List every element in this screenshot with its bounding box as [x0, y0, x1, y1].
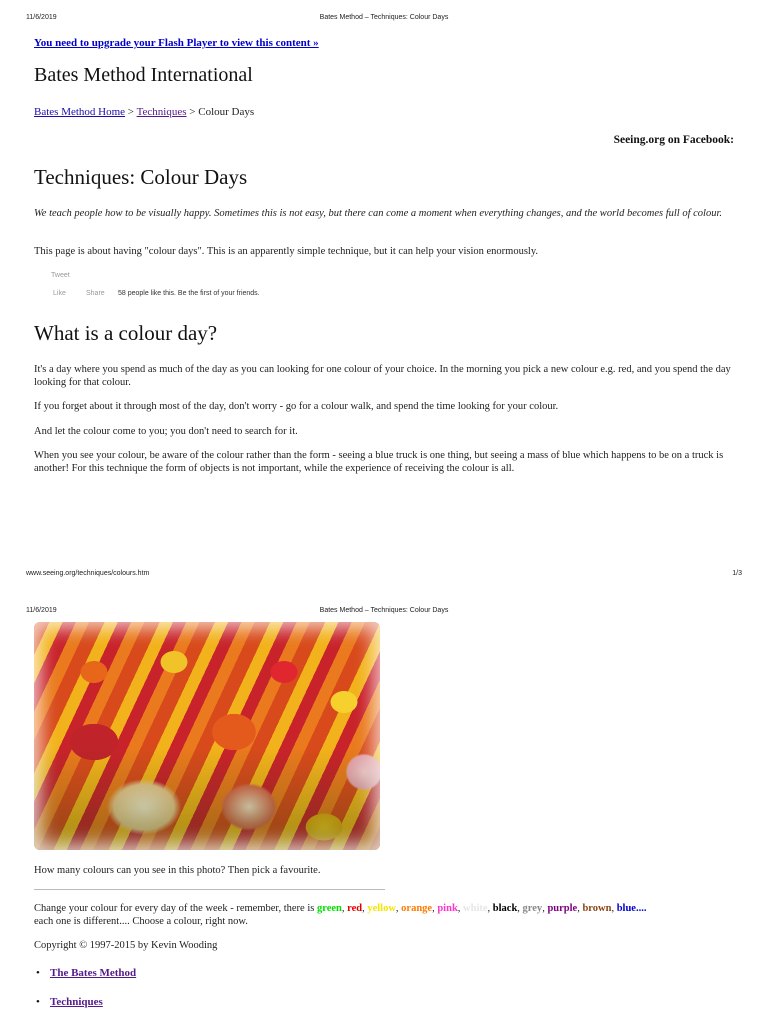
- intro-text: We teach people how to be visually happy. Sometimes this is not easy, but there can come a moment when everything changes, and the world becomes full of colour.: [34, 208, 723, 219]
- breadcrumb-current: Colour Days: [198, 106, 255, 118]
- lead-paragraph: This page is about having "colour days". This is an apparently simple technique, but it can help your vision enormously.: [34, 246, 539, 257]
- colour-word-pink: pink: [437, 903, 458, 914]
- colour-word-blue: blue....: [616, 903, 647, 914]
- colour-word-brown: brown: [582, 903, 612, 914]
- page-title: Techniques: Colour Days: [34, 165, 248, 189]
- paragraph: If you forget about it through most of the day, don't worry - go for a colour walk, and spend the time looking for your colour.: [34, 401, 559, 412]
- print-date: 11/6/2019: [26, 14, 57, 21]
- facebook-label: Seeing.org on Facebook:: [613, 134, 734, 146]
- print-title: Bates Method – Techniques: Colour Days: [319, 607, 449, 614]
- print-page-number: 1/3: [732, 570, 742, 577]
- colour-word-grey: grey: [522, 903, 543, 914]
- section-heading: What is a colour day?: [34, 321, 218, 345]
- breadcrumb-separator: >: [189, 106, 196, 118]
- breadcrumb-home-link[interactable]: Bates Method Home: [34, 106, 126, 118]
- print-date: 11/6/2019: [26, 607, 57, 614]
- print-url: www.seeing.org/techniques/colours.htm: [26, 570, 150, 577]
- breadcrumb: [34, 106, 734, 118]
- tulip-photo: [34, 622, 380, 850]
- colour-word-black: black: [492, 903, 518, 914]
- print-title: Bates Method – Techniques: Colour Days: [319, 14, 449, 21]
- nav-link-bates-method[interactable]: The Bates Method: [50, 967, 137, 979]
- list-item: [34, 996, 734, 1008]
- paragraph: It's a day where you spend as much of the day as you can looking for one colour of your choice. In the morning you pick a new colour e.g. red, and you spend the day looking for that colour.: [34, 364, 731, 388]
- colour-sentence-tail: each one is different.... Choose a colour, right now.: [34, 916, 248, 927]
- nav-list: [34, 967, 734, 1008]
- copyright: Copyright © 1997-2015 by Kevin Wooding: [34, 940, 218, 951]
- colour-word-yellow: yellow: [367, 903, 396, 914]
- tweet-button[interactable]: Tweet: [51, 272, 70, 279]
- photo-caption: How many colours can you see in this photo? Then pick a favourite.: [34, 865, 321, 876]
- list-item: [34, 967, 734, 979]
- paragraph: And let the colour come to you; you don't need to search for it.: [34, 426, 298, 437]
- breadcrumb-techniques-link[interactable]: Techniques: [136, 106, 187, 118]
- flash-upgrade-link[interactable]: You need to upgrade your Flash Player to view this content »: [34, 37, 319, 49]
- paragraph: When you see your colour, be aware of the colour rather than the form - seeing a blue truck is one thing, but seeing a mass of blue which happens to be on a truck is another! For this technique the form of objects is not important, while the experience of receiving the colour is all.: [34, 450, 724, 474]
- breadcrumb-separator: >: [127, 106, 135, 118]
- colour-word-orange: orange: [401, 903, 433, 914]
- share-button[interactable]: Share: [86, 290, 105, 297]
- colour-word-red: red: [347, 903, 363, 914]
- colour-sentence: Change your colour for every day of the week - remember, there is green, red, yellow, orange, pink, white, black, grey, purple, brown, blue.... each one is different.... Choose a colour, right now.: [34, 903, 647, 927]
- likes-count-text: 58 people like this. Be the first of your friends.: [118, 290, 260, 297]
- colour-word-purple: purple: [547, 903, 578, 914]
- colour-word-green: green: [316, 903, 342, 914]
- colour-sentence-lead: Change your colour for every day of the week - remember, there is: [34, 903, 317, 914]
- site-title: Bates Method International: [34, 64, 253, 86]
- like-button[interactable]: Like: [53, 290, 66, 297]
- nav-link-techniques[interactable]: Techniques: [50, 996, 103, 1008]
- colour-word-white: white: [463, 903, 488, 914]
- divider: [34, 889, 385, 890]
